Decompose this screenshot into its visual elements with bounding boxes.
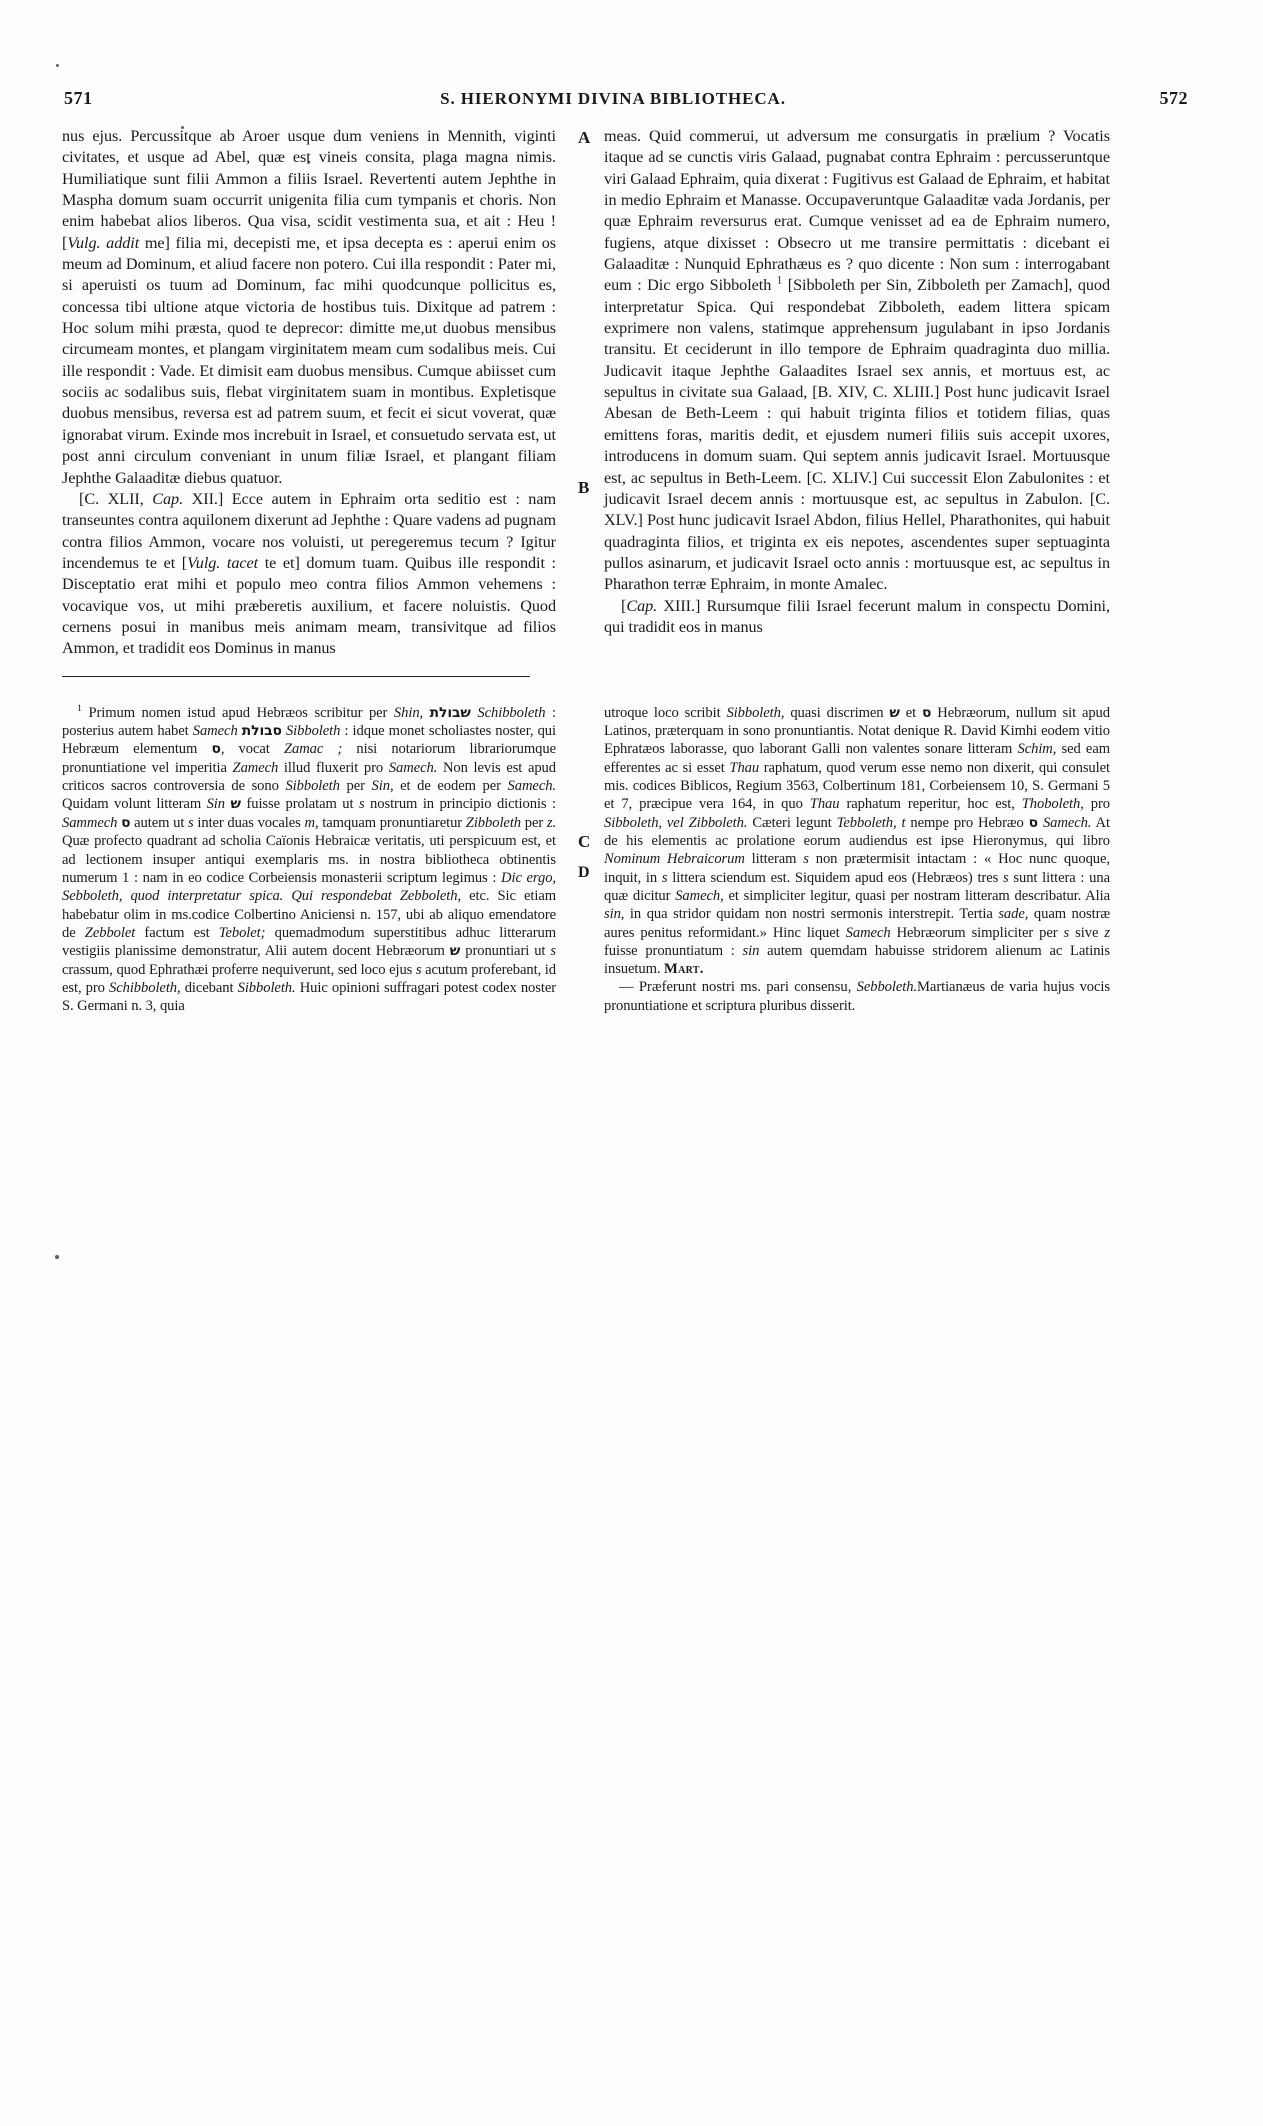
fnl-t23: acutum proferebant, id est, pro [62,961,556,996]
fnr-t17: in qua stridor quidam non nostri sermonis interstrepit. Tertia [624,906,999,923]
footnote-column-left [62,704,574,1016]
footnote-columns [62,704,1190,1016]
footnote-rule [62,676,530,677]
scan-speck [56,64,59,67]
scan-speck [55,1255,59,1259]
left-paragraph-1 [62,126,556,489]
fnr-t22: autem quemdam habuisse stridorem alienum ac Latinis insuetum. [604,942,1110,978]
fnr-t12: litteram [744,851,804,868]
fnr-t16: et simpliciter legitur, quasi per nostram litteram describatur. Alia [723,887,1110,904]
page-title: S. HIERONYMI DIVINA BIBLIOTHECA. [440,89,786,108]
fnr-t4: Hebræorum, nullum sit apud Latinos, præterquam in sono pronuntiantis. Notat denique R. David Kimhi eodem vitio Ephratæos laborasse, quo laborant Galli non valentes sonare litteram [604,704,1110,758]
fnr-t15: sunt littera : una quæ dicitur [604,869,1110,904]
page-content [62,88,1190,1015]
hebrew-letter-samech-3: ס [922,704,932,721]
right-para1-text-2: [Sibboleth per Sin, Zibboleth per Zamach], quod interpretatur Spica. Qui respondebat Zibboleth, eadem littera spicam exprimere non valens, statimque apprehensum jugulabant in ipso Jordanis transitu. Et ceciderunt in illo tempore de Ephraim quadraginta duo millia. Judicavit itaque Jephthe Galaadites Israel sex annis, et mortuus est, ac sepultus in civitate sua Galaad, [B. XIV, C. XLIII.] Post hunc judicavit Israel Abesan de Beth-Leem : qui habuit triginta filios et totidem filias, quas emittens foras, maritis dedit, et ejusdem numeri filiis suis accepit uxores, introducens in domum suam. Qui septem annis judicavit Israel. Mortuusque est, ac sepultus in Beth-Leem. [C. XLIV.] Cui successit Elon Zabulonites : et judicavit Israel decem annis : mortuusque est, ac sepultus in Zabulon. [C. XLV.] Post hunc judicavit Israel Abdon, filius Hellel, Pharathonites, qui habuit quadraginta filios, et triginta ex eis nepotes, ascendentes super septuaginta pullos asinarum, et judicavit Israel octo annis : mortuusque est, ac sepultus in Pharathon terræ Ephraim, in monte Amalec. [604,276,1111,594]
fnr-i4: Thau [809,796,840,813]
margin-letter-b: B [578,478,590,497]
left-para1-text: nus ejus. Percussitque ab Aroer usque dum veniens in Mennith, viginti civitates, et usque ad Abel, quæ est vineis consita, plaga magna nimis. Humiliatique sunt filii Ammon a filiis Israel. Revertenti autem Jephthe in Maspha domum suam occurrit unigenita filia cum tympanis et choris. Non enim habebat alios liberos. Qua visa, scidit vestimenta sua, et ait : Heu ! [ [62,127,556,252]
footnote-separator-wrap [62,676,1190,694]
fnl-t18: etc. Sic etiam habebatur olim in ms.codice Colbertino Aniciensi n. 157, ubi ab aliquo emendatore de [62,888,557,941]
fnl-t2: : posterius autem habet [62,704,556,739]
fnl-t8: per [339,778,372,795]
fnl-t9: et de eodem per [393,778,508,795]
fnl-t14: inter duas vocales [193,814,305,831]
fnl-i19: Zebbolet [84,924,136,941]
footnote-marker-1[interactable]: 1 [776,275,783,288]
fnr-i3: Thau [729,759,760,776]
right-paragraph-1 [604,126,1110,596]
fnl-t5: nisi notariorum librariorumque pronuntiatione vel imperitia [62,741,556,776]
fnr-i6: Sibboleth, vel Zibboleth. [604,814,748,831]
hebrew-letter-samech-2: ס [121,814,131,831]
fnr-t8: pro [1083,796,1110,813]
fnr-i18: z [1104,924,1110,941]
fnl-t6: illud fluxerit pro [278,759,389,776]
fnl-i12: s [358,796,365,813]
margin-letter-c: C [578,832,591,851]
fnl-i11: Sin [206,796,226,813]
fnl-t17: Quæ profecto quadrant ad scholia Caïonis Hebraicæ veritatis, uti perspicuum est, et ad lectionem insuper antiqui exemplaris ms. in nostra bibliotheca obtinentis numerum 1 : nam in eo codice Corbeiensis monasterii scriptum legimus : [62,833,556,886]
fnl-t19: factum est [135,924,219,941]
hebrew-letter-shin-1: ש [230,796,241,813]
fnr-t18: quam nostræ aures penitus reformidant.» Hinc liquet [604,906,1110,941]
fnr-t20: sive [1069,924,1105,941]
fnl-i2: Schibboleth [477,704,546,721]
fnl-t20: quemadmodum superstitibus adhuc litterarum vestigiis planissime demonstratur, Alii autem docent Hebræorum [62,924,556,960]
fnl-i3: Samech [192,723,238,739]
fnr-i17: s [1063,924,1070,941]
left-para2-text-2: te et] domum tuam. Quibus ille respondit : Disceptatio erat mihi et populo meo contra filios Ammon vehemens : vocavique vos, ut mihi præberetis auxilium, et facere noluistis. Quod cernens posui in manibus meis animam meam, transivitque ad filios Ammon, et tradidit eos Dominus in manus [62,553,557,658]
fnr-t14: littera sciendum est. Siquidem apud eos (Hebræos) tres [667,869,1003,886]
fnl-i17: z. [546,814,557,831]
right-para2-text: XIII.] Rursumque filii Israel fecerunt malum in conspectu Domini, qui tradidit eos in manus [604,596,1110,636]
left-para1-text-2: me] filia mi, decepisti me, et ipsa decepta es : aperui enim os meum ad Dominum, et aliud facere non potero. Cui illa respondit : Pater mi, si aperuisti os tuum ad Dominum, fac mihi quodcunque pollicitus es, concessa tibi ultione atque victoria de hostibus tuis. Dixitque ad patrem : Hoc solum mihi præsta, quod te deprecor: dimitte me,ut duobus mensibus circumeam montes, et plangam virginitatem meam cum sodalibus meis. Cui ille respondit : Vade. Et dimisit eam duobus mensibus. Cumque abiisset cum sociis ac sodalibus suis, flebat virginitatem suam in montibus. Expletisque duobus mensibus, reversa est ad patrem suum, et fecit ei sicut voverat, quæ ignorabat virum. Exinde mos increbuit in Israel, et consuetudo servata est, ut post anni circulum conveniant in unum filiæ Israel, et plangant filiam Jephthe Galaaditæ diebus quatuor. [62,233,556,487]
fnr-t1: utroque loco scribit [604,704,727,721]
fnr-i1: Sibboleth, [726,704,785,721]
fnl-i24: Sibboleth. [237,979,296,996]
right-paragraph-2 [604,596,1110,639]
running-head [62,88,1190,109]
fnl-t12: nostrum in principio dictionis : [364,796,556,813]
fnr-t19: Hebræorum simpliciter per [890,924,1064,941]
hebrew-letter-samech-1: ס [211,741,221,758]
margin-letter-a: A [578,128,591,147]
fnl-t11: fuisse prolatam ut [240,796,359,813]
left-paragraph-2 [62,489,556,660]
right-para2-open: [ [621,596,627,615]
fnr-i20: Sebboleth. [856,979,918,996]
footnote-left-text [62,704,556,1016]
fnl-i15: m, [304,814,319,831]
left-para2-open: [C. XLII, [79,489,153,508]
fnl-i22: s [415,961,422,978]
fnr-i2: Schim, [1017,741,1057,758]
footnote-right-addendum [604,978,1110,1015]
fnl-t3: : idque monet scholiastes noster, qui Hebræum elementum [62,723,556,758]
fnl-t15: tamquam pronuntiaretur [318,814,466,831]
fnr-t2: quasi discrimen [784,704,890,721]
fnl-t1: Primum nomen istud apud Hebræos scribitur per [88,704,394,721]
fnr-t6: raphatum, quod verum esse nemo non dixerit, qui consulet mis. codices Biblicos, Regium 3563, Colbertinum 181, Corbeiensem 10, S. Germani 5 et 7, præcipue vera 164, in quo [604,759,1110,813]
fnl-t7: Non levis est apud criticos sacros controversia de sono [62,759,556,795]
fnl-t16: per [521,814,547,831]
left-para2-italic-2: Vulg. tacet [187,553,259,572]
fnr-t21: fuisse pronuntiatum : [604,942,743,959]
fnr-t5: sed eam efferentes ac si esset [604,741,1110,776]
fnr-i7: Tebboleth, t [836,814,906,831]
fnl-i21: s [550,943,556,960]
fnl-i20: Tebolet; [218,924,266,941]
fnl-t4: , vocat [220,741,284,758]
fnr-i8: Samech. [1042,814,1092,831]
fnr-t13: non prætermisit intactam : « Hoc nunc quoque, inquit, in [604,851,1110,886]
fnl-i23: Schibboleth, [108,979,181,996]
attribution-mart: Mart. [664,961,704,978]
fnl-i1: Shin, [393,704,424,721]
fnr-i13: Samech, [675,887,724,904]
fnr-i15: sade, [998,906,1029,923]
fnl-i9: Sin, [371,778,394,795]
fnr-i14: sin, [604,906,625,923]
right-para2-italic: Cap. [626,596,658,615]
right-para1-text: meas. Quid commerui, ut adversum me consurgatis in prælium ? Vocatis itaque ad se cunctis viris Galaad, pugnabat contra Ephraim : percusseruntque viri Galaad Ephraim, quia dixerat : Fugitivus est Galaad de Ephraim, et habitat in medio Ephraim et Manasse. Occupaveruntque Galaaditæ vada Jordanis, per quæ Ephraim reversurus erat. Cumque venisset ad ea de Ephraim numero, fugiens, atque dixisset : Obsecro ut me transire permittatis : dicebant ei Galaaditæ : Nunquid Ephrathæus es ? quo dicente : Non sum : interrogabant eum : Dic ergo Sibboleth [604,127,1110,295]
hebrew-letter-shin-3: ש [889,704,900,721]
column-right [600,126,1110,638]
fnr-i12: s [1003,869,1009,886]
hebrew-schibboleth: שבולת [429,704,471,721]
fnr-i5: Thoboleth, [1021,796,1084,813]
fnr-i11: s [661,869,668,886]
margin-letter-d: D [578,863,590,881]
footnote-column-right [600,704,1110,1016]
fnl-i10: Samech. [507,778,557,795]
fnl-i4: Sibboleth [285,723,341,739]
fnl-t21: pronuntiari ut [460,943,551,960]
fnl-t13: autem ut [130,814,189,831]
footnote-right-text [604,704,1110,979]
folio-right: 572 [1159,88,1188,108]
fnr-i9: Nominum Hebraicorum [604,851,745,868]
fnr-t7: raphatum reperitur, hoc est, [839,796,1022,813]
fnl-i18: Dic ergo, Sebboleth, quod interpretatur spica. Qui respondebat Zebboleth, [62,869,556,905]
fnr-t9: Cæteri legunt [747,814,837,831]
fnr-t3: et [899,704,923,721]
fnl-i7: Samech. [388,759,438,776]
fnl-i5: Zamac ; [283,741,343,758]
footnote-number: 1 [77,702,82,714]
fnl-i8: Sibboleth [285,778,340,795]
column-left [62,126,574,660]
fnr-t24: Martianæus de varia hujus vocis pronuntiatione et scriptura pluribus disserit. [604,979,1110,1014]
hebrew-letter-samech-4: ס [1028,814,1038,831]
fnl-i13: Sammech [62,814,118,831]
hebrew-letter-shin-2: ש [449,943,461,960]
fnl-i16: Zibboleth [465,814,522,831]
fnr-i16: Samech [845,924,891,941]
fnl-i6: Zamech [232,759,279,776]
fnr-t10: nempe pro Hebræo [905,814,1029,831]
fnl-t25: Huic opinioni suffragari potest codex noster S. Germani n. 3, quia [62,979,557,1015]
fnl-t24: dicebant [180,979,238,996]
left-para2-text-1: XII.] Ecce autem in Ephraim orta seditio est : nam transeuntes contra aquilonem dixerunt ad Jephthe : Quare vadens ad pugnam contra filios Ammon, vocare nos voluisti, ut peregeremus tecum ? Igitur incendemus te et [ [62,489,556,572]
left-para2-italic-1: Cap. [152,489,184,508]
folio-left: 571 [64,88,93,108]
fnr-t11: At de his elementis ac prolatione eorum audiendus est ipse Hieronymus, qui libro [604,814,1110,849]
fnr-i10: s [803,851,809,868]
fnr-i19: sin [742,942,760,959]
fnl-i14: s [188,814,194,831]
fnr-t23: — Præferunt nostri ms. pari consensu, [619,979,857,996]
fnl-t22: crassum, quod Ephrathæi proferre nequiverunt, sed loco ejus [62,961,416,978]
left-para1-italic-1: Vulg. addit [67,233,140,252]
fnl-t10: Quidam volunt litteram [62,796,207,813]
hebrew-sibboleth: סבולת [241,723,282,739]
